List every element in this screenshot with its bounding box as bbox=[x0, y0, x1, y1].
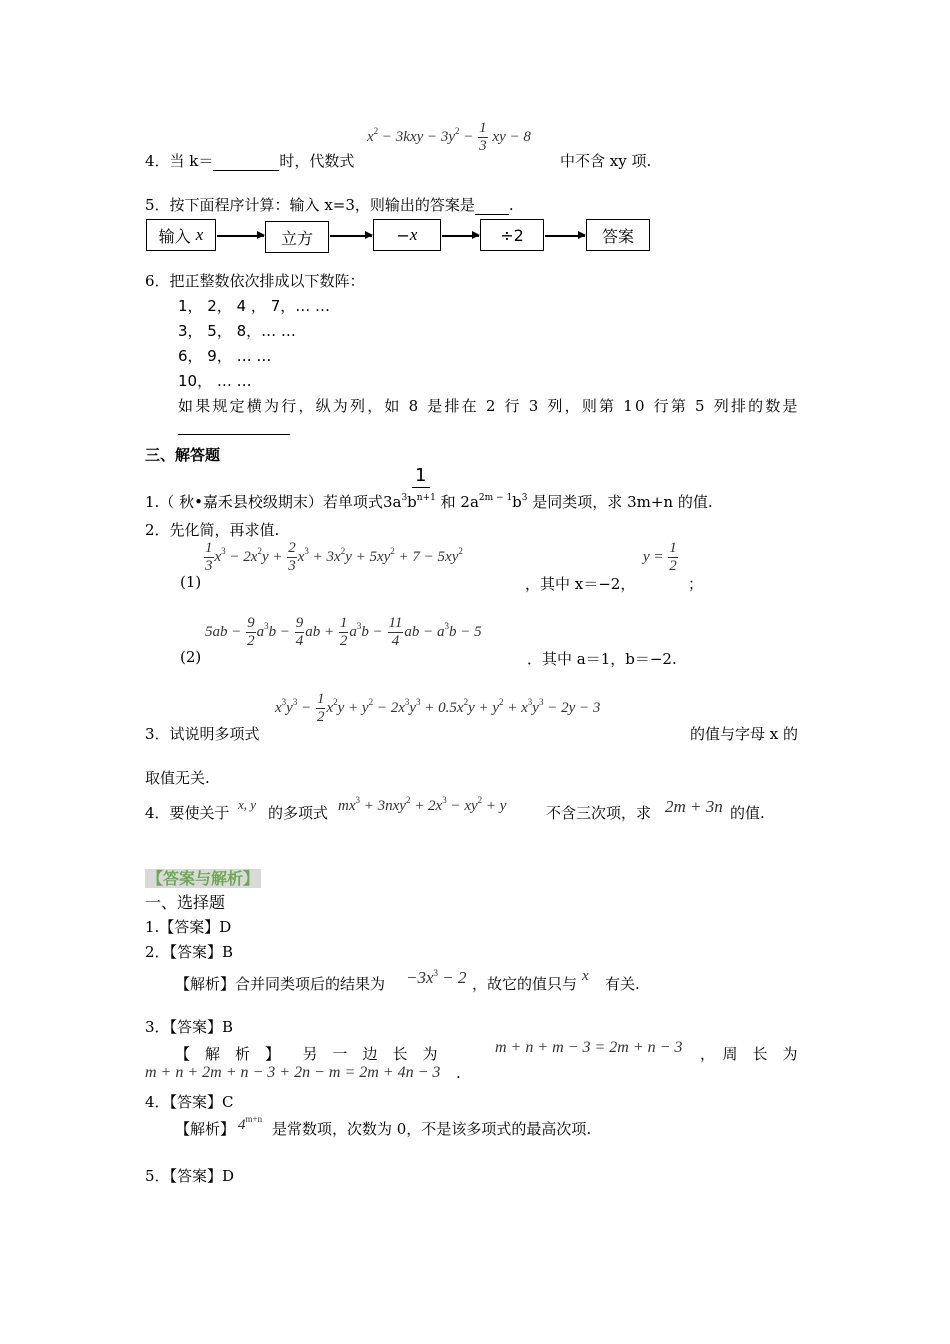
answer-5: 5．【答案】D bbox=[145, 1167, 235, 1185]
fraction-bar bbox=[412, 487, 430, 488]
answer-4-explanation: 【解析】 bbox=[175, 1120, 236, 1138]
problem-1: 1.（ 秋•嘉禾县校级期末）若单项式$3a^3b^{n+1}$ 和 $2a^{2m - 1}b^3$ 是同类项，求 3m+n 的值. bbox=[145, 493, 713, 511]
math-expression: $mx^3 + 3nxy^2 + 2x^3 - xy^2 + y$ bbox=[338, 795, 507, 814]
answer-blank bbox=[178, 420, 290, 435]
flow-arrow bbox=[217, 235, 264, 237]
math-expression: $x^3y^3$ − $\frac{1}{2}$ $x^2y + y^2 - 2x^3y^3 + 0.5x^2y + y^2 + x^3y^3 - 2y - 3$ bbox=[275, 691, 601, 726]
math-expression: m + n + 2m + n − 3 + 2n − m = 2m + 4n − 3 bbox=[145, 1064, 441, 1081]
math-expression: 5ab − $\frac{9}{2}$ $a^3b$ − $\frac{9}{4}$ ab + $\frac{1}{2}$ $a^3b$ − $\frac{11}{4}$ ab − $a^3b - 5$ bbox=[205, 615, 482, 650]
problem-3: 3．试说明多项式 bbox=[145, 725, 260, 743]
matrix-row: 1， 2， 4 ， 7，… … bbox=[178, 297, 331, 315]
matrix-row: 6， 9， … … bbox=[178, 347, 272, 365]
flow-arrow bbox=[442, 235, 479, 237]
answer-3-explanation: 【 解 析 】 另 一 边 长 为 bbox=[175, 1045, 438, 1063]
sub-label: (1) bbox=[180, 573, 202, 591]
answers-heading: 【答案与解析】 bbox=[147, 869, 260, 888]
question-6-title: 6．把正整数依次排成以下数阵： bbox=[145, 272, 365, 290]
question-5: 5．按下面程序计算：输入 x=3，则输出的答案是 . bbox=[145, 196, 514, 214]
flow-box-cube: 立方 bbox=[265, 221, 329, 253]
math-expression: $-3x^3 - 2$ bbox=[406, 968, 467, 987]
matrix-row: 3， 5， 8，… … bbox=[178, 322, 296, 340]
question-6-rule: 如果规定横为行，纵为列，如 8 是排在 2 行 3 列，则第 10 行第 5 列排的数是 bbox=[178, 397, 800, 415]
problem-4: 4．要使关于 bbox=[145, 804, 230, 822]
sub-label: (2) bbox=[180, 648, 202, 666]
flow-box-minus-x: − x bbox=[373, 219, 441, 251]
question-4: 4．当 k＝ 时，代数式 bbox=[145, 152, 355, 170]
matrix-row: 10， … … bbox=[178, 372, 252, 390]
math-expression: $x^2 - 3kxy - 3y^2$ − $\frac{1}{3}$ xy − 8 bbox=[367, 120, 531, 155]
condition: ．其中 a＝1，b＝−2. bbox=[527, 650, 677, 668]
problem-2-title: 2．先化简，再求值. bbox=[145, 521, 280, 539]
answer-2-explanation: 【解析】合并同类项后的结果为 bbox=[175, 975, 386, 993]
math-expression: 2m + 3n bbox=[665, 797, 723, 816]
answer-4: 4．【答案】C bbox=[145, 1093, 234, 1111]
math-expression: m + n + m − 3 = 2m + n − 3 bbox=[495, 1039, 683, 1056]
question-4-suffix: 中不含 xy 项. bbox=[560, 152, 652, 170]
answer-1: 1.【答案】D bbox=[145, 918, 232, 936]
flow-box-input: 输入 x bbox=[146, 219, 216, 251]
math-expression: $\frac{1}{3}$ $x^3 - 2x^2y$ + $\frac{2}{3}$ $x^3 + 3x^2y + 5xy^2 + 7 - 5xy^2$ bbox=[205, 540, 463, 575]
fraction-numerator: 1 bbox=[415, 465, 427, 486]
section-heading: 三、解答题 bbox=[145, 446, 221, 464]
answers-part-heading: 一、选择题 bbox=[145, 893, 226, 912]
flow-box-answer: 答案 bbox=[586, 219, 650, 251]
flow-arrow bbox=[545, 235, 585, 237]
answer-blank bbox=[213, 152, 279, 171]
math-expression: y = $\frac{1}{2}$ bbox=[643, 540, 677, 575]
answer-3: 3．【答案】B bbox=[145, 1018, 234, 1036]
answer-blank bbox=[475, 196, 509, 215]
flow-box-divide: ÷2 bbox=[480, 219, 544, 251]
answer-2: 2．【答案】B bbox=[145, 943, 234, 961]
flow-arrow bbox=[330, 235, 372, 237]
math-expression: $4^{m+n}$ bbox=[238, 1114, 263, 1133]
condition: ，其中 x＝−2， bbox=[525, 575, 636, 593]
math-expression: x bbox=[582, 968, 589, 984]
